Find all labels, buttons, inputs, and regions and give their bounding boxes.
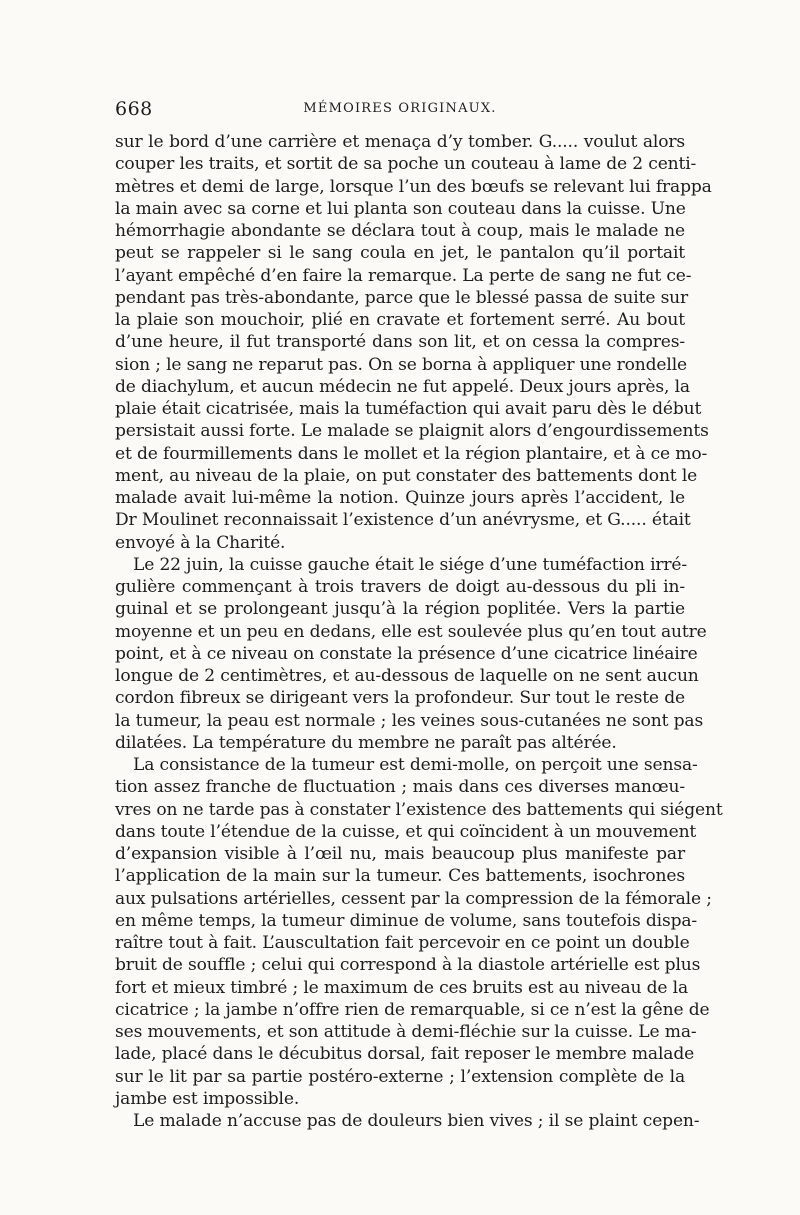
text-line: Le 22 juin, la cuisse gauche était le siége d’une tuméfaction irré- bbox=[133, 554, 688, 575]
page-number: 668 bbox=[115, 98, 153, 120]
text-line: sur le bord d’une carrière et menaça d’y tomber. G..... voulut alors bbox=[115, 132, 685, 152]
text-line: la plaie son mouchoir, plié en cravate et fortement serré. Au bout bbox=[115, 310, 685, 330]
text-line: La consistance de la tumeur est demi-molle, on perçoit une sensa- bbox=[133, 755, 698, 775]
running-title: MÉMOIRES ORIGINAUX. bbox=[303, 101, 497, 116]
text-line: dilatées. La température du membre ne paraît pas altérée. bbox=[115, 732, 617, 753]
text-line: malade avait lui-même la notion. Quinze jours après l’accident, le bbox=[115, 488, 685, 508]
text-line: cordon fibreux se dirigeant vers la profondeur. Sur tout le reste de bbox=[115, 688, 685, 709]
text-line: ses mouvements, et son attitude à demi-fléchie sur la cuisse. Le ma- bbox=[115, 1022, 697, 1042]
text-line: en même temps, la tumeur diminue de volume, sans toutefois dispa- bbox=[115, 910, 698, 931]
text-line: sion ; le sang ne reparut pas. On se borna à appliquer une rondelle bbox=[115, 354, 687, 375]
text-line: longue de 2 centimètres, et au-dessous de laquelle on ne sent aucun bbox=[115, 666, 699, 686]
text-line: envoyé à la Charité. bbox=[115, 532, 286, 553]
text-line: hémorrhagie abondante se déclara tout à coup, mais le malade ne bbox=[115, 221, 685, 241]
text-line: la main avec sa corne et lui planta son couteau dans la cuisse. Une bbox=[115, 198, 686, 219]
text-line: pendant pas très-abondante, parce que le blessé passa de suite sur bbox=[115, 287, 689, 308]
text-line: point, et à ce niveau on constate la présence d’une cicatrice linéaire bbox=[115, 643, 698, 664]
text-line: bruit de souffle ; celui qui correspond à la diastole artérielle est plus bbox=[115, 955, 701, 976]
text-line: cicatrice ; la jambe n’offre rien de remarquable, si ce n’est la gêne de bbox=[115, 999, 710, 1020]
text-line: persistait aussi forte. Le malade se plaignit alors d’engourdissements bbox=[115, 421, 709, 442]
text-line: guinal et se prolongeant jusqu’à la région poplitée. Vers la partie bbox=[115, 599, 685, 620]
text-line: aux pulsations artérielles, cessent par la compression de la fémorale ; bbox=[115, 888, 712, 909]
text-line: d’expansion visible à l’œil nu, mais beaucoup plus manifeste par bbox=[115, 844, 685, 864]
body-text bbox=[115, 131, 723, 1132]
text-line: raître tout à fait. L’auscultation fait percevoir en ce point un double bbox=[115, 933, 690, 953]
text-line: moyenne et un peu en dedans, elle est soulevée plus qu’en tout autre bbox=[115, 621, 707, 642]
text-line: peut se rappeler si le sang coula en jet, le pantalon qu’il portait bbox=[115, 243, 685, 264]
text-line: couper les traits, et sortit de sa poche un couteau à lame de 2 centi- bbox=[115, 154, 697, 175]
text-line: jambe est impossible. bbox=[115, 1088, 300, 1109]
text-line: lade, placé dans le décubitus dorsal, fait reposer le membre malade bbox=[115, 1044, 695, 1065]
text-line: tion assez franche de fluctuation ; mais dans ces diverses manœu- bbox=[115, 777, 685, 798]
text-line: plaie était cicatrisée, mais la tuméfaction qui avait paru dès le début bbox=[115, 399, 702, 419]
text-line: et de fourmillements dans le mollet et la région plantaire, et à ce mo- bbox=[115, 443, 708, 464]
text-line: vres on ne tarde pas à constater l’existence des battements qui siégent bbox=[115, 799, 723, 820]
text-line: fort et mieux timbré ; le maximum de ces bruits est au niveau de la bbox=[115, 977, 689, 998]
text-line: sur le lit par sa partie postéro-externe ; l’extension complète de la bbox=[115, 1066, 685, 1087]
text-line: gulière commençant à trois travers de doigt au-dessous du pli in- bbox=[115, 577, 685, 597]
text-line: Dr Moulinet reconnaissait l’existence d’un anévrysme, et G..... était bbox=[115, 510, 691, 531]
text-line: d’une heure, il fut transporté dans son lit, et on cessa la compres- bbox=[115, 332, 685, 353]
text-line: la tumeur, la peau est normale ; les veines sous-cutanées ne sont pas bbox=[115, 710, 704, 731]
text-line: ment, au niveau de la plaie, on put constater des battements dont le bbox=[115, 465, 698, 486]
text-line: mètres et demi de large, lorsque l’un des bœufs se relevant lui frappa bbox=[115, 176, 712, 197]
text-line: de diachylum, et aucun médecin ne fut appelé. Deux jours après, la bbox=[115, 376, 690, 397]
text-line: dans toute l’étendue de la cuisse, et qui coïncident à un mouvement bbox=[115, 821, 697, 842]
page-header bbox=[115, 98, 685, 122]
text-line: l’application de la main sur la tumeur. Ces battements, isochrones bbox=[115, 866, 685, 887]
text-line: l’ayant empêché d’en faire la remarque. La perte de sang ne fut ce- bbox=[115, 265, 692, 286]
text-line: Le malade n’accuse pas de douleurs bien vives ; il se plaint cepen- bbox=[133, 1111, 700, 1131]
